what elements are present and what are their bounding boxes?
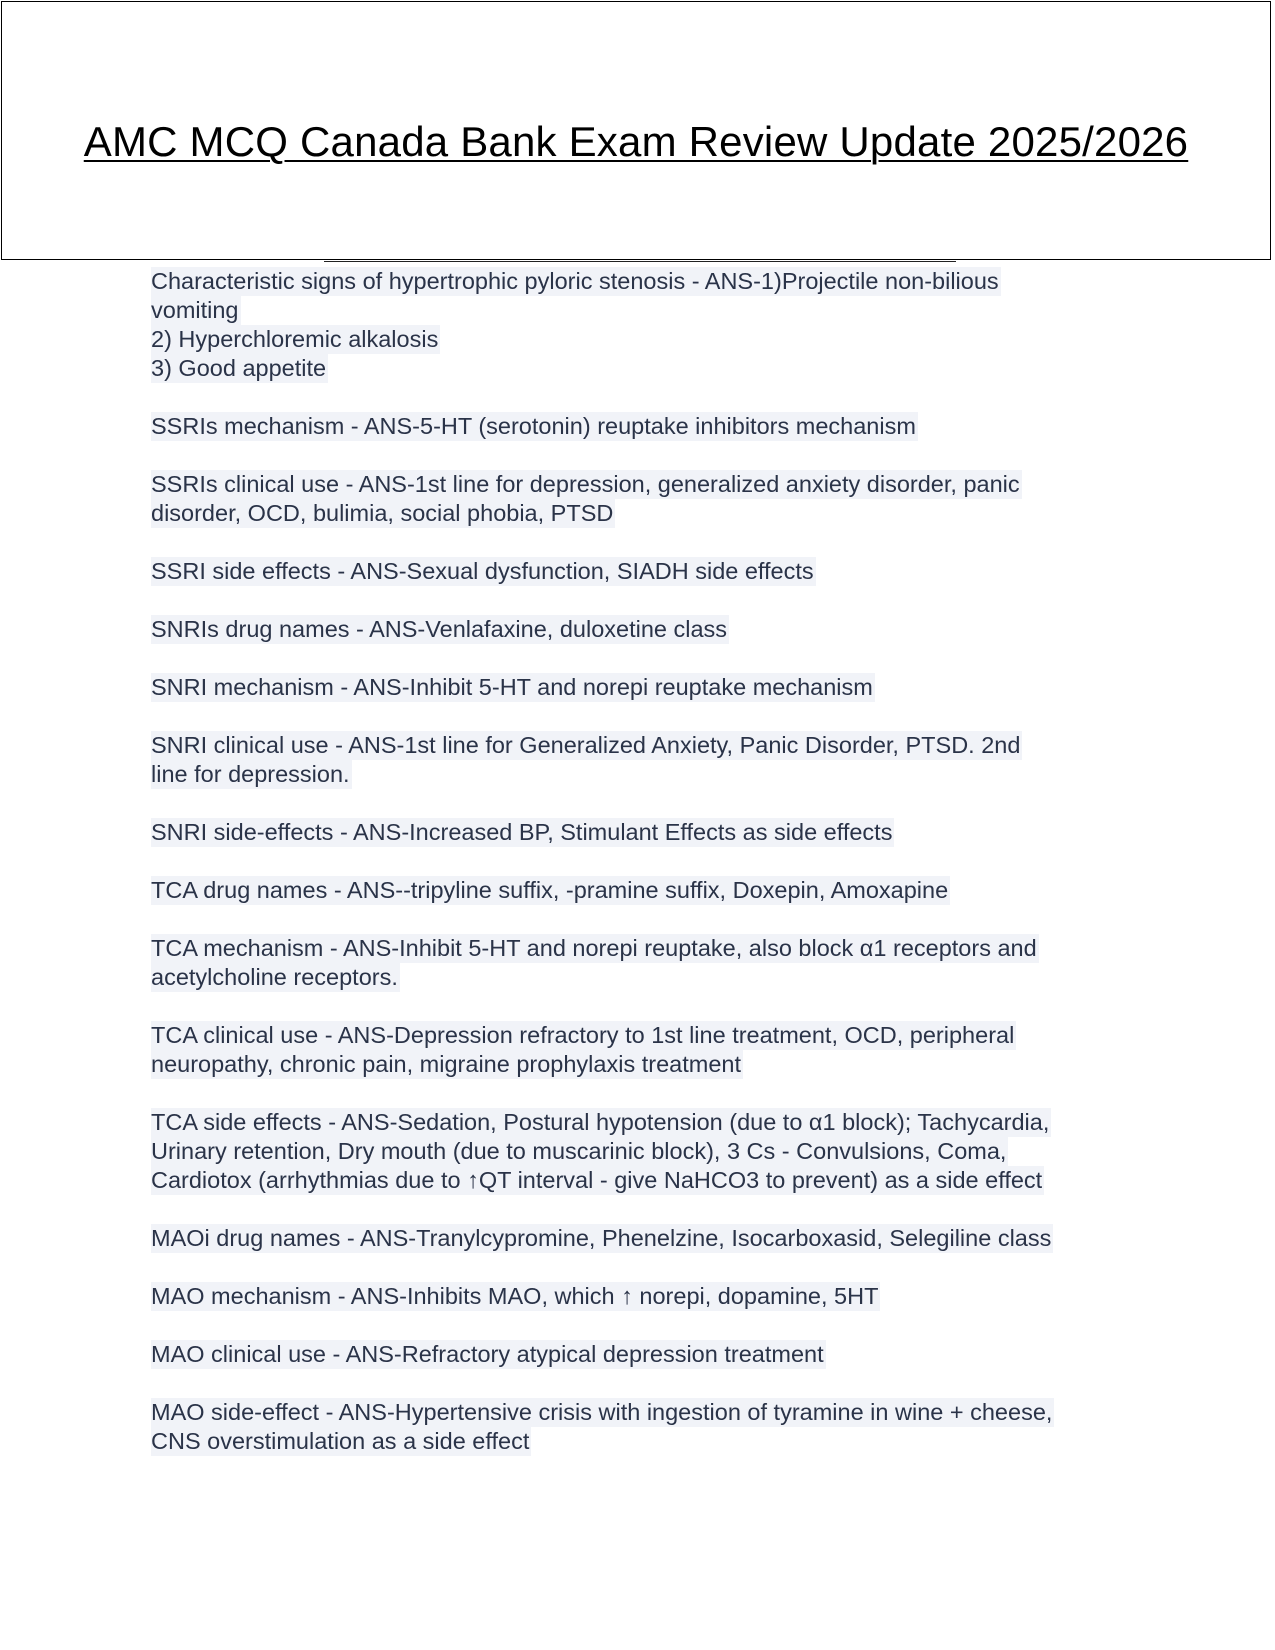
qa-entry xyxy=(151,1282,1131,1311)
qa-text-line: Cardiotox (arrhythmias due to ↑QT interval - give NaHCO3 to prevent) as a side effect xyxy=(151,1167,1043,1193)
qa-list xyxy=(151,267,1131,1485)
qa-text-line: line for depression. xyxy=(151,761,350,787)
qa-entry xyxy=(151,1340,1131,1369)
qa-text-line: TCA drug names - ANS--tripyline suffix, -pramine suffix, Doxepin, Amoxapine xyxy=(151,877,949,903)
qa-entry xyxy=(151,1021,1131,1079)
qa-text-line: neuropathy, chronic pain, migraine prophylaxis treatment xyxy=(151,1051,741,1077)
separator-line xyxy=(324,261,956,262)
document-title: AMC MCQ Canada Bank Exam Review Update 2025/2026 xyxy=(83,118,1189,165)
qa-text-line: Urinary retention, Dry mouth (due to muscarinic block), 3 Cs - Convulsions, Coma, xyxy=(151,1138,1007,1164)
qa-text-line: SSRIs mechanism - ANS-5-HT (serotonin) reuptake inhibitors mechanism xyxy=(151,413,916,439)
qa-text-line: SNRIs drug names - ANS-Venlafaxine, duloxetine class xyxy=(151,616,728,642)
qa-text-line: acetylcholine receptors. xyxy=(151,964,398,990)
qa-entry xyxy=(151,673,1131,702)
qa-entry xyxy=(151,1224,1131,1253)
qa-text-line: MAO mechanism - ANS-Inhibits MAO, which ↑ norepi, dopamine, 5HT xyxy=(151,1283,879,1309)
title-box xyxy=(1,1,1271,260)
qa-text-line: SNRI side-effects - ANS-Increased BP, Stimulant Effects as side effects xyxy=(151,819,893,845)
qa-text-line: 3) Good appetite xyxy=(151,355,327,381)
qa-entry xyxy=(151,731,1131,789)
qa-text-line: 2) Hyperchloremic alkalosis xyxy=(151,326,439,352)
qa-entry xyxy=(151,876,1131,905)
qa-text-line: CNS overstimulation as a side effect xyxy=(151,1428,530,1454)
qa-text-line: TCA clinical use - ANS-Depression refractory to 1st line treatment, OCD, peripheral xyxy=(151,1022,1015,1048)
qa-entry xyxy=(151,615,1131,644)
qa-entry xyxy=(151,818,1131,847)
qa-text-line: MAO side-effect - ANS-Hypertensive crisis with ingestion of tyramine in wine + cheese, xyxy=(151,1399,1053,1425)
qa-text-line: SSRI side effects - ANS-Sexual dysfunction, SIADH side effects xyxy=(151,558,814,584)
qa-text-line: SNRI mechanism - ANS-Inhibit 5-HT and norepi reuptake mechanism xyxy=(151,674,873,700)
qa-entry xyxy=(151,412,1131,441)
qa-text-line: vomiting xyxy=(151,297,239,323)
qa-entry xyxy=(151,470,1131,528)
qa-entry xyxy=(151,1398,1131,1456)
qa-text-line: SNRI clinical use - ANS-1st line for Generalized Anxiety, Panic Disorder, PTSD. 2nd xyxy=(151,732,1021,758)
qa-text-line: SSRIs clinical use - ANS-1st line for depression, generalized anxiety disorder, panic xyxy=(151,471,1020,497)
qa-entry xyxy=(151,934,1131,992)
qa-text-line: MAO clinical use - ANS-Refractory atypical depression treatment xyxy=(151,1341,824,1367)
qa-text-line: MAOi drug names - ANS-Tranylcypromine, Phenelzine, Isocarboxasid, Selegiline class xyxy=(151,1225,1052,1251)
qa-text-line: disorder, OCD, bulimia, social phobia, PTSD xyxy=(151,500,614,526)
qa-entry xyxy=(151,1108,1131,1195)
qa-text-line: TCA mechanism - ANS-Inhibit 5-HT and norepi reuptake, also block α1 receptors and xyxy=(151,935,1037,961)
qa-text-line: TCA side effects - ANS-Sedation, Postural hypotension (due to α1 block); Tachycardia, xyxy=(151,1109,1050,1135)
qa-entry xyxy=(151,267,1131,383)
qa-text-line: Characteristic signs of hypertrophic pyloric stenosis - ANS-1)Projectile non-bilious xyxy=(151,268,999,294)
qa-entry xyxy=(151,557,1131,586)
